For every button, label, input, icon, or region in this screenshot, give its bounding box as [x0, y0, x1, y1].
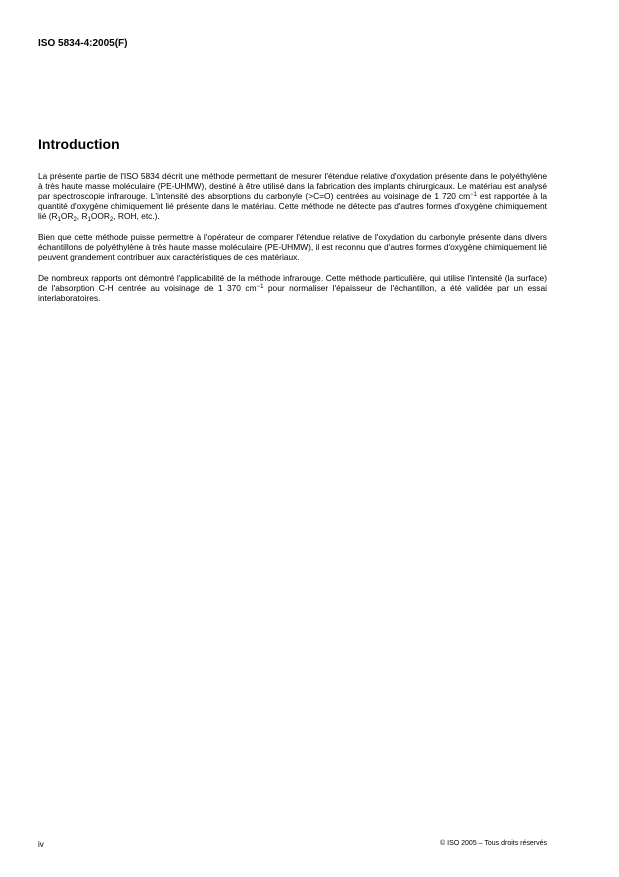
paragraph-3 [38, 273, 547, 303]
page-number: iv [38, 840, 44, 849]
document-code: ISO 5834-4:2005(F) [38, 38, 128, 49]
subscript-r2: 2 [73, 217, 77, 223]
paragraph-1-text-f: , ROH, etc.). [113, 211, 160, 221]
subscript-r1-second: 1 [87, 217, 91, 223]
paragraph-1-text-d: , R [76, 211, 88, 221]
paragraph-1-text-a: La présente partie de l'ISO 5834 décrit une méthode permettant de mesurer l'étendue relative d'oxydation présente dans le polyéthylène à très haute masse moléculaire (PE-UHMW), destiné à être utilisé dans la fabrication des implants chirurgicaux. Le matériau est analysé par spectroscopie infrarouge. L'intensité des absorptions du carbonyle (>C=O) centrées au voisinage de 1 720 cm [38, 171, 547, 201]
copyright-notice: © ISO 2005 – Tous droits réservés [440, 840, 547, 847]
paragraph-1 [38, 171, 547, 221]
introduction-body [38, 171, 547, 314]
wavenumber-exponent-second: −1 [256, 284, 264, 290]
wavenumber-exponent: −1 [470, 192, 477, 198]
paragraph-3-text-a: De nombreux rapports ont démontré l'applicabilité de la méthode infrarouge. Cette méthode particulière, qui utilise l'intensité (la surface) de l'absorption C-H centrée au voisinage de 1 370 cm [38, 273, 547, 293]
paragraph-1-text-e: OOR [90, 211, 110, 221]
section-title: Introduction [38, 136, 120, 152]
paragraph-3-text-b: pour normaliser l'épaisseur de l'échantillon, a été validée par un essai interlaboratoires. [38, 283, 547, 303]
paragraph-1-text-b: est rapportée à la quantité d'oxygène chimiquement lié présente dans le matériau. Cette méthode ne détecte pas d'autres formes d'oxygène chimiquement lié (R [38, 191, 547, 221]
subscript-r2-second: 2 [109, 217, 114, 223]
paragraph-2: Bien que cette méthode puisse permettre à l'opérateur de comparer l'étendue relative de l'oxydation du carbonyle présente dans divers échantillons de polyéthylène à très haute masse moléculaire (PE-UHMW), il est reconnu que d'autres formes d'oxygène chimiquement lié peuvent grandement contribuer aux caractéristiques de ces matériaux. [38, 232, 547, 262]
subscript-r1: 1 [57, 217, 61, 223]
paragraph-1-text-c: OR [60, 211, 74, 221]
